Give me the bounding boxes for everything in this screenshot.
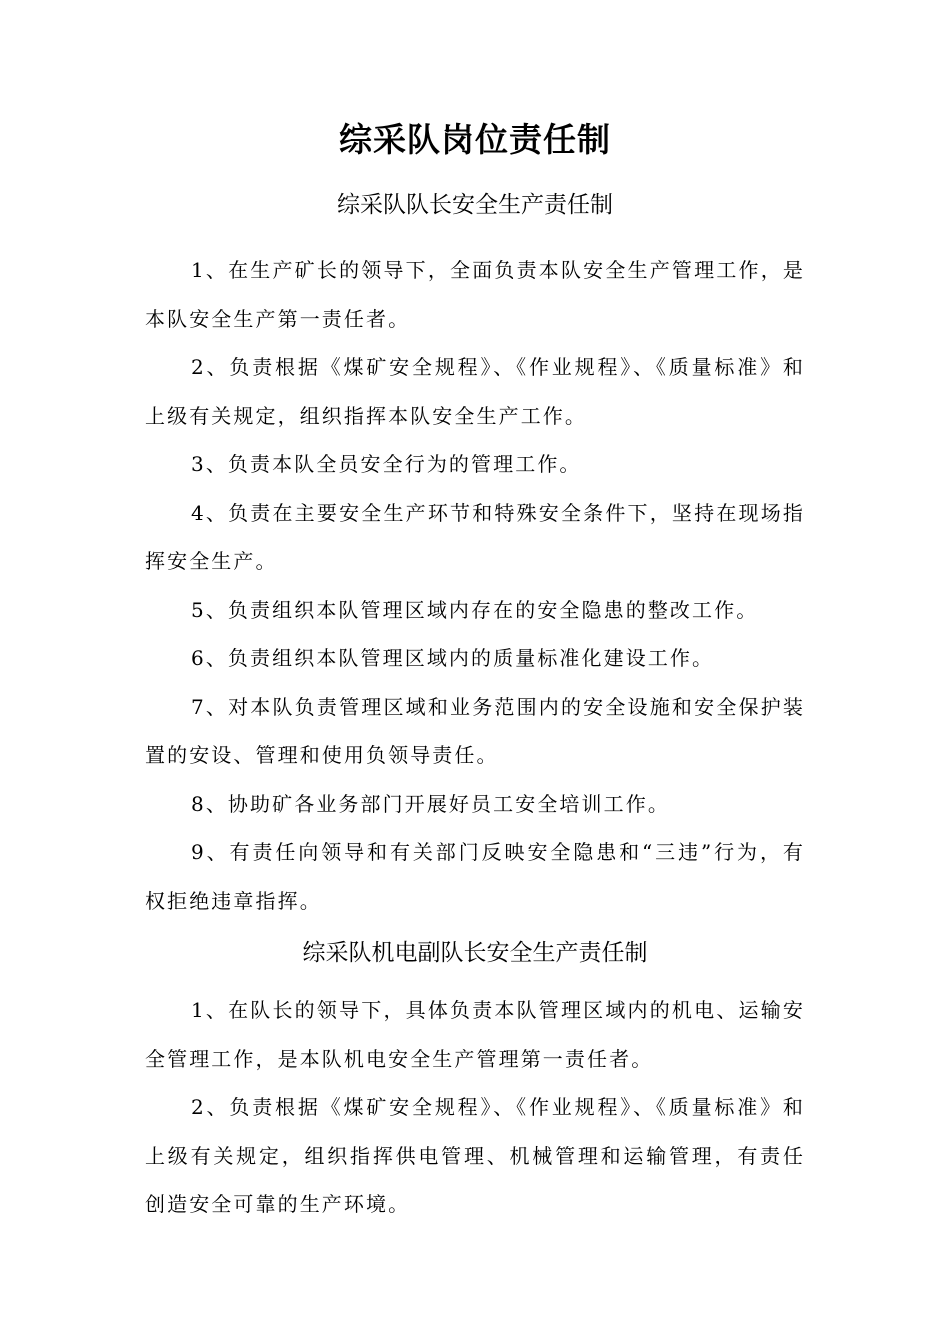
list-item: 6、负责组织本队管理区域内的质量标准化建设工作。 <box>191 646 715 670</box>
list-item: 4、负责在主要安全生产环节和特殊安全条件下，坚持在现场指挥安全生产。 <box>145 500 805 573</box>
list-item: 8、协助矿各业务部门开展好员工安全培训工作。 <box>191 791 670 816</box>
list-item: 7、对本队负责管理区域和业务范围内的安全设施和安全保护装置的安设、管理和使用负领导责任。 <box>145 694 805 767</box>
section-body-captain <box>145 246 805 925</box>
section-heading-captain: 综采队队长安全生产责任制 <box>337 192 613 218</box>
document-title: 综采队岗位责任制 <box>339 120 611 159</box>
list-item: 2、负责根据《煤矿安全规程》、《作业规程》、《质量标准》和上级有关规定，组织指挥本队安全生产工作。 <box>145 355 805 428</box>
list-item: 3、负责本队全员安全行为的管理工作。 <box>191 452 582 476</box>
list-item: 9、有责任向领导和有关部门反映安全隐患和“三违”行为，有权拒绝违章指挥。 <box>145 840 805 913</box>
list-item: 5、负责组织本队管理区域内存在的安全隐患的整改工作。 <box>191 597 759 622</box>
section-body-electromechanical-deputy <box>145 986 805 1229</box>
section-heading-electromechanical-deputy: 综采队机电副队长安全生产责任制 <box>302 940 648 966</box>
list-item: 2、负责根据《煤矿安全规程》、《作业规程》、《质量标准》和上级有关规定，组织指挥供电管理、机械管理和运输管理，有责任创造安全可靠的生产环境。 <box>145 1095 805 1216</box>
list-item: 1、在队长的领导下，具体负责本队管理区域内的机电、运输安全管理工作，是本队机电安全生产管理第一责任者。 <box>145 998 805 1071</box>
list-item: 1、在生产矿长的领导下，全面负责本队安全生产管理工作，是本队安全生产第一责任者。 <box>145 258 805 331</box>
